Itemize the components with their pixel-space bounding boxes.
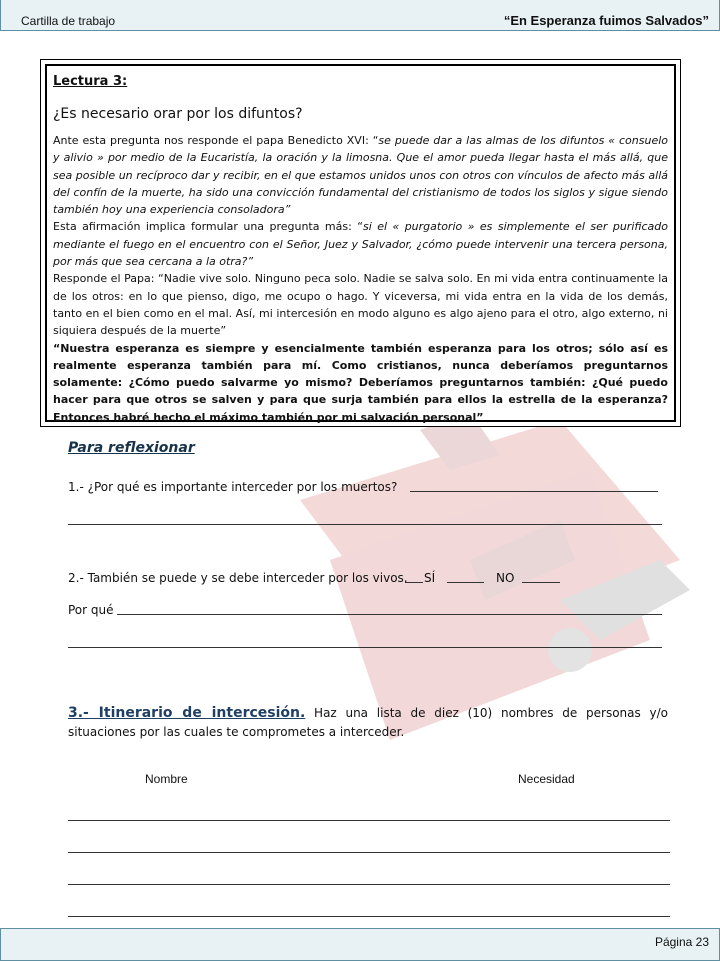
why-label: Por qué bbox=[68, 603, 114, 617]
reading-paragraph-4: “Nuestra esperanza es siempre y esencialmente también esperanza para los otros; sólo así es realmente esperanza también para mí. Como cristianos, nunca deberíamos preguntarnos solamente: ¿Cómo puedo salvarme yo mismo? Deberíamos preguntarnos también: ¿Qué puedo hacer para que otros se salven y para que surja también para ellos la estrella de la esperanza? Entonces habré hecho el máximo también por mi salvación personal” bbox=[53, 341, 668, 424]
reading-box bbox=[40, 59, 681, 427]
itinerary-text: Haz una lista de diez (10) nombres de personas y/o situaciones por las cuales te comprometes a interceder. bbox=[68, 706, 668, 739]
p1-intro: Ante esta pregunta nos responde el papa Benedicto XVI: “ bbox=[53, 134, 379, 147]
no-blank[interactable] bbox=[522, 582, 560, 583]
page-footer bbox=[0, 928, 720, 961]
itinerary-title: 3.- Itinerario de intercesión. bbox=[68, 705, 306, 721]
yes-blank[interactable] bbox=[447, 582, 484, 583]
no-label: NO bbox=[496, 571, 515, 585]
page-number: Página 23 bbox=[654, 935, 709, 949]
list-line[interactable] bbox=[68, 820, 670, 821]
p1-quote: se puede dar a las almas de los difuntos « consuelo y alivio » por medio de la Eucaristía, la oración y la limosna. Que el amor pueda llegar hasta el más allá, que sea posible un recíproco dar y recibir, en el que estamos unidos unos con otros con vínculos de afecto más allá del confín de la muerte, ha sido una convicción fundamental del cristianismo de todos los siglos y sigue siendo también hoy una experiencia consoladora” bbox=[53, 134, 668, 217]
itinerary-section bbox=[68, 704, 668, 742]
question-2 bbox=[68, 571, 408, 585]
q2-pre-blank[interactable] bbox=[405, 582, 423, 583]
question-1: 1.- ¿Por qué es importante interceder por los muertos? bbox=[68, 480, 398, 494]
reading-inner-frame bbox=[45, 64, 676, 422]
list-line[interactable] bbox=[68, 916, 670, 917]
question-2-text: 2.- También se puede y se debe interceder por los vivos. bbox=[68, 571, 408, 585]
yes-label: SÍ bbox=[424, 571, 436, 585]
reading-paragraph-1 bbox=[53, 132, 668, 218]
reading-question: ¿Es necesario orar por los difuntos? bbox=[53, 106, 303, 122]
reading-title: Lectura 3: bbox=[53, 74, 128, 89]
page-header bbox=[0, 0, 720, 31]
header-left-text: Cartilla de trabajo bbox=[21, 14, 116, 28]
header-right-title: “En Esperanza fuimos Salvados” bbox=[503, 13, 709, 28]
answer-line-1b[interactable] bbox=[68, 524, 662, 525]
why-answer-line[interactable] bbox=[117, 614, 662, 615]
column-name: Nombre bbox=[145, 772, 188, 786]
why-answer-line-2[interactable] bbox=[68, 647, 662, 648]
p2-quote: si el « purgatorio » es simplemente el ser purificado mediante el fuego en el encuentro con el Señor, Juez y Salvador, ¿cómo puede intervenir una tercera persona, por más que sea cercana a la otra?” bbox=[53, 220, 668, 269]
reading-text bbox=[53, 132, 668, 426]
list-line[interactable] bbox=[68, 884, 670, 885]
list-line[interactable] bbox=[68, 852, 670, 853]
p2-intro: Esta afirmación implica formular una pregunta más: “ bbox=[53, 220, 363, 234]
reflect-title: Para reflexionar bbox=[68, 440, 195, 456]
answer-line-1a[interactable] bbox=[410, 491, 658, 492]
column-need: Necesidad bbox=[518, 772, 575, 786]
reading-paragraph-2 bbox=[53, 218, 668, 270]
reading-paragraph-3: Responde el Papa: “Nadie vive solo. Ninguno peca solo. Nadie se salva solo. En mi vida entra continuamente la de los otros: en lo que pienso, digo, me ocupo o hago. Y viceversa, mi vida entra en la vida de los demás, tanto en el bien como en el mal. Así, mi intercesión en modo alguno es algo ajeno para el otro, algo externo, ni siquiera después de la muerte” bbox=[53, 272, 668, 338]
